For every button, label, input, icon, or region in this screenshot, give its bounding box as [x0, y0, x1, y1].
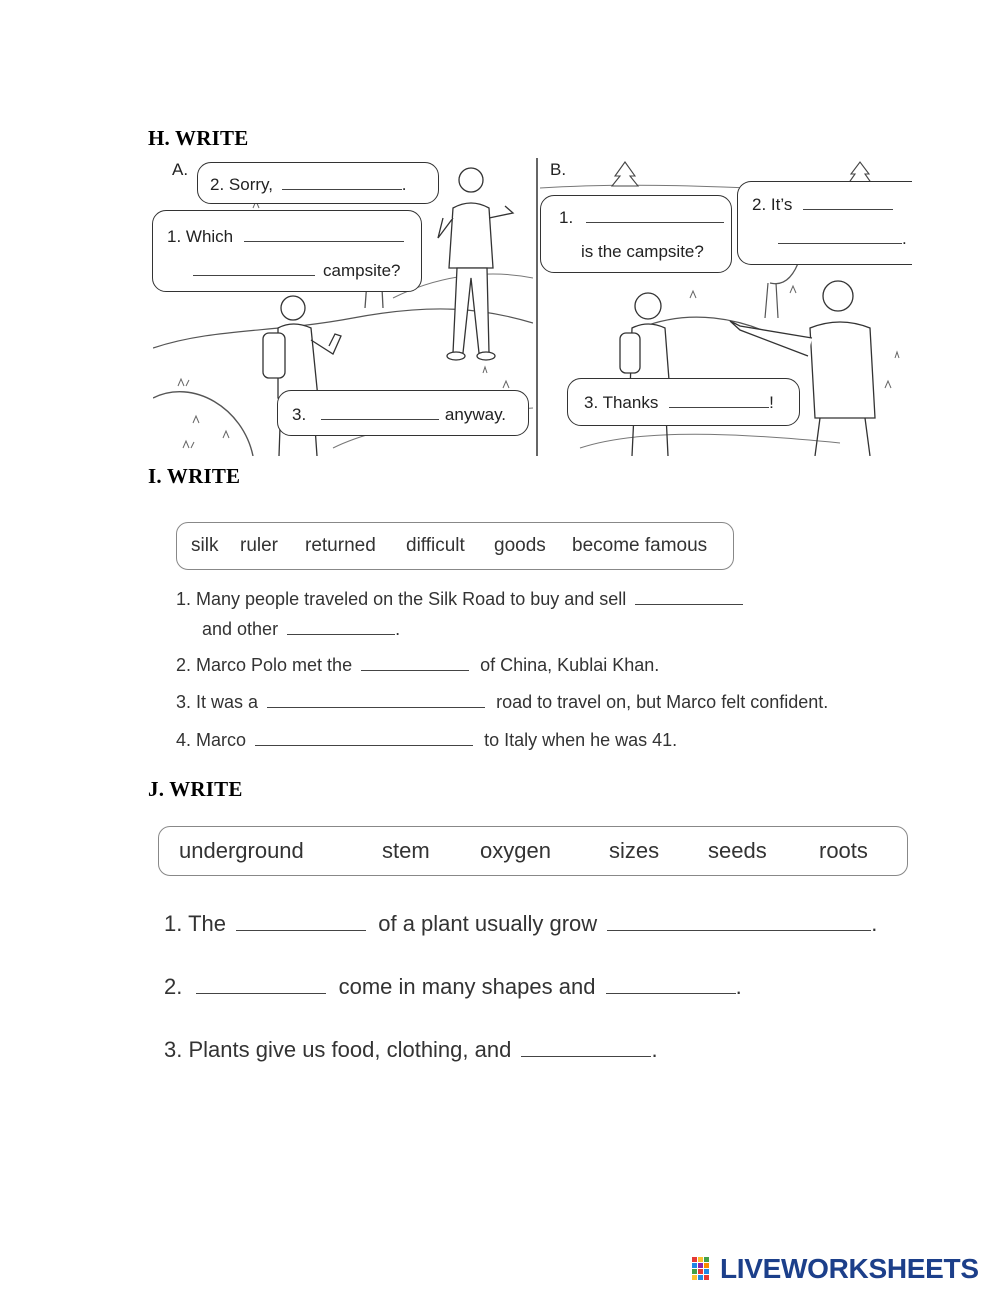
- panel-b-bubble-2: [737, 181, 912, 265]
- panel-a-bubble-2-suffix: .: [401, 175, 407, 194]
- word-bank-i-word-1: silk: [191, 535, 219, 556]
- panel-a-bubble-1-line2-suffix: campsite?: [323, 261, 401, 280]
- panel-a-bubble-2: [197, 162, 439, 204]
- section-i-q4-after: to Italy when he was 41.: [484, 730, 678, 750]
- section-j-q2-before: 2.: [164, 974, 183, 999]
- word-bank-j-word-1: underground: [179, 838, 304, 863]
- section-j-q3-before: 3. Plants give us food, clothing, and: [164, 1037, 512, 1062]
- section-j-q2-blank-1[interactable]: [196, 992, 326, 994]
- section-j-q3: [164, 1037, 658, 1063]
- section-i-q2-before: 2. Marco Polo met the: [176, 655, 353, 675]
- section-i-q3-blank[interactable]: [267, 706, 485, 708]
- panel-b-bubble-3-blank[interactable]: [669, 406, 769, 408]
- section-i-q4: [176, 730, 677, 751]
- section-h-heading: H. WRITE: [148, 126, 249, 150]
- panel-a-bubble-1-line1: 1. Which: [167, 227, 234, 246]
- section-i-q4-blank[interactable]: [255, 744, 473, 746]
- panel-b-bubble-1-line2: is the campsite?: [581, 242, 704, 261]
- section-i-q2-after: of China, Kublai Khan.: [480, 655, 660, 675]
- section-i-q1-text: 1. Many people traveled on the Silk Road to buy and sell: [176, 589, 627, 609]
- panel-a-bubble-3-suffix: anyway.: [444, 405, 507, 424]
- panel-a-bubble-1: [152, 210, 422, 292]
- section-i-q2-blank[interactable]: [361, 669, 469, 671]
- section-j-q3-end: .: [651, 1037, 658, 1062]
- panel-a-label: A.: [172, 160, 189, 179]
- liveworksheets-logo-icon: [692, 1257, 718, 1281]
- panel-b-bubble-3-prefix: 3. Thanks: [584, 393, 659, 412]
- panel-b-bubble-1-prefix: 1.: [559, 208, 574, 227]
- section-i-q4-before: 4. Marco: [176, 730, 247, 750]
- panel-b-label: B.: [550, 160, 567, 179]
- word-bank-i-word-5: goods: [494, 535, 546, 556]
- panel-b-bubble-2-blank-1[interactable]: [803, 208, 893, 210]
- section-i-q3-after: road to travel on, but Marco felt confident.: [496, 692, 829, 712]
- word-bank-j-word-2: stem: [382, 838, 430, 863]
- word-bank-i-word-6: become famous: [572, 535, 708, 556]
- section-i-q1-line2-end: .: [395, 619, 401, 639]
- section-i-q1-line2-text: and other: [202, 619, 279, 639]
- section-i-q1-blank-2[interactable]: [287, 633, 395, 635]
- section-j-q2-end: .: [735, 974, 742, 999]
- section-j-q1-blank-2[interactable]: [607, 929, 871, 931]
- section-j-heading: J. WRITE: [148, 777, 243, 801]
- section-i-q2: [176, 655, 659, 676]
- panel-b-bubble-2-suffix: .: [902, 229, 907, 248]
- section-j-word-bank: [158, 826, 908, 876]
- section-j-q2-blank-2[interactable]: [606, 992, 736, 994]
- section-i-q1-line2: [202, 619, 400, 640]
- section-j-q2: [164, 974, 742, 1000]
- section-j-q1-end: .: [871, 911, 878, 936]
- liveworksheets-logo: [692, 1254, 979, 1284]
- word-bank-j-word-3: oxygen: [480, 838, 551, 863]
- word-bank-j-word-6: roots: [819, 838, 868, 863]
- word-bank-j-word-4: sizes: [609, 838, 660, 863]
- word-bank-j-word-5: seeds: [708, 838, 767, 863]
- section-i-q1-blank-1[interactable]: [635, 603, 743, 605]
- panel-b-bubble-1: [540, 195, 732, 273]
- word-bank-i-word-4: difficult: [406, 535, 465, 556]
- section-i-q1: [176, 589, 743, 610]
- panel-divider: [536, 158, 538, 456]
- panel-b-bubble-3: [567, 378, 800, 426]
- section-i-q3-before: 3. It was a: [176, 692, 259, 712]
- section-j-q3-blank[interactable]: [521, 1055, 651, 1057]
- section-j-q1-before: 1. The: [164, 911, 226, 936]
- word-bank-i-word-3: returned: [305, 535, 376, 556]
- panel-a-bubble-3-blank[interactable]: [321, 418, 439, 420]
- section-i-heading: I. WRITE: [148, 464, 241, 488]
- panel-b-bubble-2-blank-2[interactable]: [778, 242, 902, 244]
- panel-a-bubble-1-blank-2[interactable]: [193, 274, 315, 276]
- section-i-word-bank: [176, 522, 734, 570]
- section-i-q3: [176, 692, 828, 713]
- panel-a-bubble-3: [277, 390, 529, 436]
- section-j-q1-middle: of a plant usually grow: [378, 911, 598, 936]
- section-j-q2-middle: come in many shapes and: [338, 974, 596, 999]
- panel-a-bubble-1-blank-1[interactable]: [244, 240, 404, 242]
- word-bank-i-word-2: ruler: [240, 535, 279, 556]
- panel-b-bubble-2-prefix: 2. It’s: [752, 195, 793, 214]
- panel-a-bubble-2-blank[interactable]: [282, 188, 402, 190]
- section-j-q1-blank-1[interactable]: [236, 929, 366, 931]
- panel-b-bubble-3-suffix: !: [769, 393, 774, 412]
- panel-b-bubble-1-blank[interactable]: [586, 221, 724, 223]
- section-j-q1: [164, 911, 877, 937]
- panel-a-bubble-2-prefix: 2. Sorry,: [210, 175, 273, 194]
- liveworksheets-logo-text: LIVEWORKSHEETS: [720, 1253, 979, 1284]
- panel-a-bubble-3-prefix: 3.: [292, 405, 307, 424]
